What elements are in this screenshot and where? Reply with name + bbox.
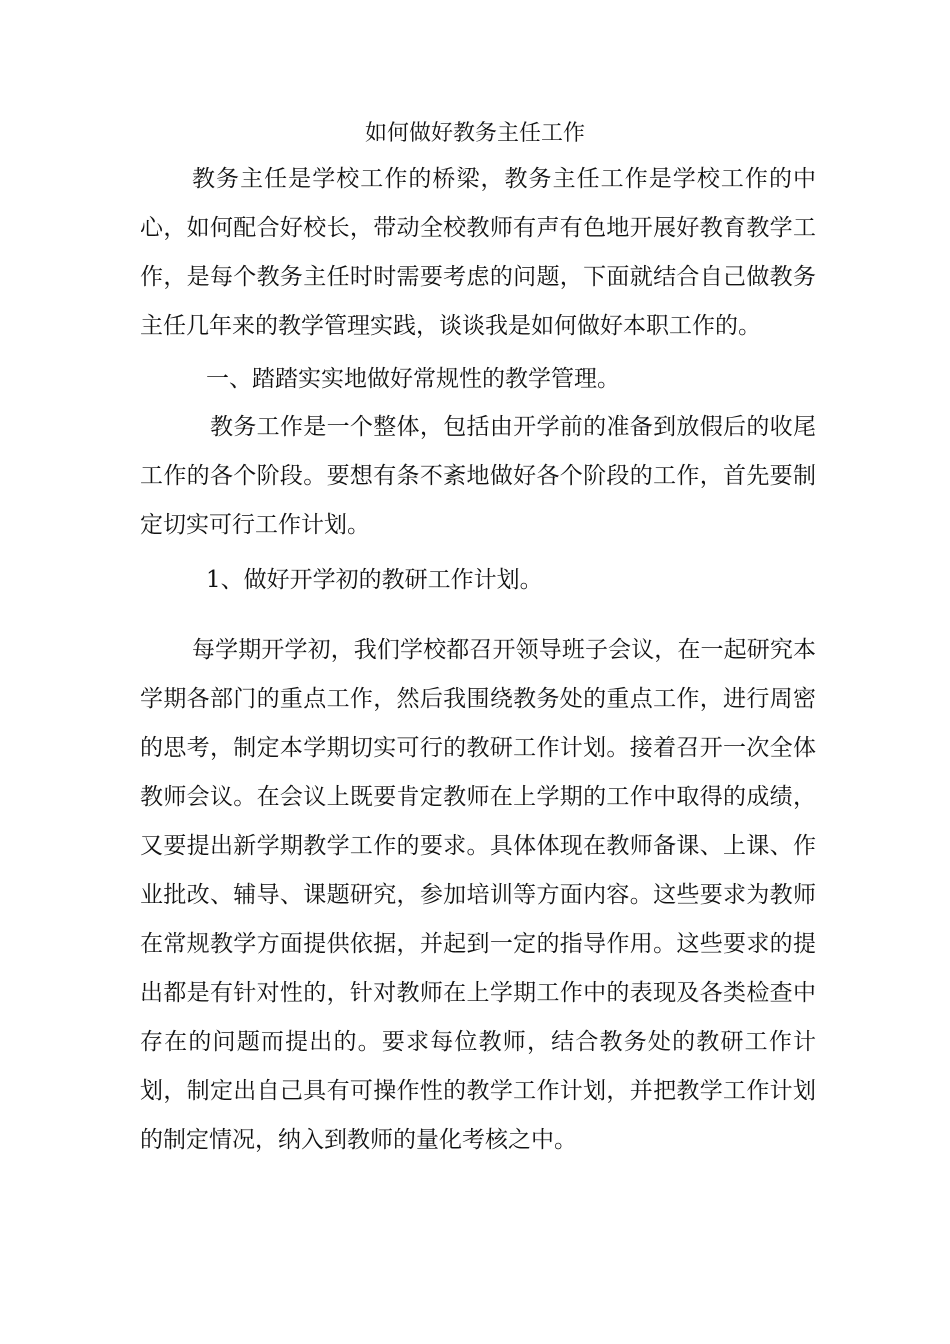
subsection-heading-1: 1、做好开学初的教研工作计划。 [206, 567, 543, 593]
intro-paragraph: 教务主任是学校工作的桥梁，教务主任工作是学校工作的中心，如何配合好校长，带动全校教师有声有色地开展好教育教学工作，是每个教务主任时时需要考虑的问题，下面就结合自己做教务主任几年来的教学管理实践，谈谈我是如何做好本职工作的。 [140, 166, 816, 339]
document-title: 如何做好教务主任工作 [364, 121, 585, 146]
section-heading-1: 一、踏踏实实地做好常规性的教学管理。 [206, 366, 620, 392]
section-1-paragraph: 教务工作是一个整体，包括由开学前的准备到放假后的收尾工作的各个阶段。要想有条不紊地做好各个阶段的工作，首先要制定切实可行工作计划。 [140, 414, 816, 538]
subsection-1-paragraph: 每学期开学初，我们学校都召开领导班子会议，在一起研究本学期各部门的重点工作，然后我围绕教务处的重点工作，进行周密的思考，制定本学期切实可行的教研工作计划。接着召开一次全体教师会议。在会议上既要肯定教师在上学期的工作中取得的成绩，又要提出新学期教学工作的要求。具体体现在教师备课、上课、作业批改、辅导、课题研究，参加培训等方面内容。这些要求为教师在常规教学方面提供依据，并起到一定的指导作用。这些要求的提出都是有针对性的，针对教师在上学期工作中的表现及各类检查中存在的问题而提出的。要求每位教师，结合教务处的教研工作计划，制定出自己具有可操作性的教学工作计划，并把教学工作计划的制定情况，纳入到教师的量化考核之中。 [140, 637, 816, 1153]
